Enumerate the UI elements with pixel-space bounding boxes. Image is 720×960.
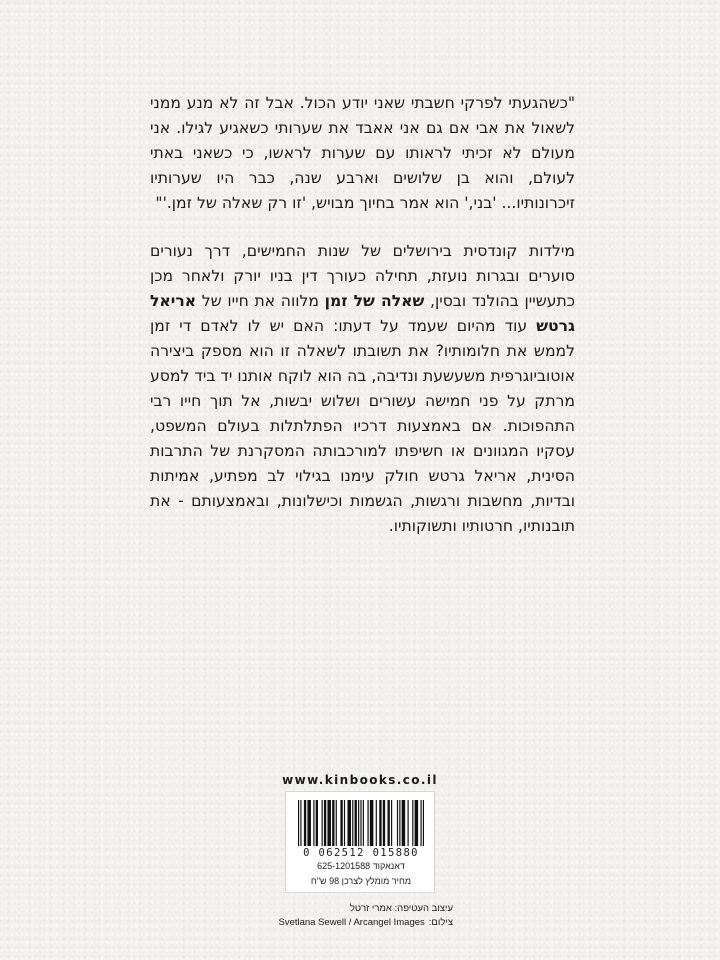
barcode-bar xyxy=(352,800,353,846)
barcode-bar xyxy=(363,800,364,846)
photo-credit xyxy=(268,916,453,930)
barcode-bars xyxy=(298,800,424,846)
barcode-bar xyxy=(420,800,421,846)
synopsis-text-1: מילדות קונדסית בירושלים של שנות החמישים, דרך נעורים סוערים ובגרות נועזת, תחילה כעורך דין בניו יורק ולאחר מכן כתעשיין בהולנד ובסין, xyxy=(150,242,575,310)
barcode-bar xyxy=(304,800,306,846)
synopsis-text-2: מלווה את חייו של xyxy=(201,292,319,310)
barcode-bar xyxy=(300,800,301,846)
barcode-bar xyxy=(324,800,326,846)
barcode-bar xyxy=(402,800,406,846)
author-name: אריאל גרטש xyxy=(150,292,575,335)
barcode-number: 0 062512 015880 xyxy=(303,847,419,859)
barcode-bar xyxy=(313,800,314,846)
barcode-bar xyxy=(367,800,368,846)
barcode-bar xyxy=(412,800,413,846)
cover-credits xyxy=(268,902,453,930)
price-label: מחיר מומלץ לצרכן 98 ש"ח xyxy=(310,876,412,886)
barcode-bar xyxy=(408,800,409,846)
design-credit: עיצוב העטיפה: אמרי זרטל xyxy=(349,903,453,914)
barcode-bar xyxy=(379,800,381,846)
barcode-bar xyxy=(322,800,323,846)
back-cover-quote: "כשהגעתי לפרקי חשבתי שאני יודע הכול. אבל זה לא מנע ממני לשאול את אבי אם גם אני אאבד את שערותי כשאגיע לגילו. אני מעולם לא זכיתי לראותו עם שערות לראשו, כי כשאני באתי לעולם, והוא בן שלושים וארבע שנה, כבר היו שערותיו זיכרונותיו... 'בני,' הוא אמר בחיוך מבויש, 'זו רק שאלה של זמן.'" xyxy=(150,94,575,212)
barcode-bar xyxy=(327,800,331,846)
barcode-bar xyxy=(360,800,361,846)
barcode-panel xyxy=(285,791,435,893)
barcode-bar xyxy=(387,800,389,846)
barcode-bar xyxy=(423,800,424,846)
book-title: שאלה של זמן xyxy=(324,292,425,310)
photo-credit-value: Svetlana Sewell / Arcangel Images xyxy=(278,917,425,928)
barcode-bar xyxy=(336,800,337,846)
barcode-bar xyxy=(332,800,334,846)
barcode-bar xyxy=(415,800,419,846)
back-cover-synopsis xyxy=(150,239,575,539)
photo-credit-label: צילום: xyxy=(428,917,453,928)
barcode-bar xyxy=(307,800,311,846)
barcode-bar xyxy=(383,800,385,846)
barcode-bar xyxy=(298,800,299,846)
barcode-bar xyxy=(316,800,318,846)
synopsis-text-3: עוד מהיום שעמד על דעתו: האם יש לו לאדם די זמן לממש את חלומותיו? את תשובתו לשאלה זו הוא מספק ביצירה אוטוביוגרפית משעשעת ונדיבה, בה הוא לוקח אותנו יד ביד למסע מרתק על פני חמישה עשורים ושלוש יבשות, אל תוך חייו רבי התהפוכות. אם באמצעות דרכיו הפתלתלות בעולם המשפט, עסקיו המגוונים או חשיפתו למורכבותה המסקרנת של התרבות הסינית, אריאל גרטש חולק עימנו בגילוי לב מפתיע, אמיתות ובדיות, מחשבות ורגשות, הגשמות וכישלונות, ובאמצעותם - את תובנותיו, חרטותיו ותשוקותיו. xyxy=(150,317,575,535)
barcode-bar xyxy=(391,800,392,846)
barcode-bar xyxy=(397,800,398,846)
barcode-bar xyxy=(358,800,359,846)
publisher-website[interactable]: www.kinbooks.co.il xyxy=(282,773,438,787)
barcode-bar xyxy=(370,800,374,846)
barcode-bar xyxy=(399,800,400,846)
barcode-bar xyxy=(355,800,357,846)
barcode-bar xyxy=(376,800,377,846)
barcode-bar xyxy=(340,800,342,846)
catalog-number: דאנאקוד 625-1201588 xyxy=(317,861,405,871)
barcode-bar xyxy=(344,800,345,846)
barcode-bar xyxy=(347,800,351,846)
